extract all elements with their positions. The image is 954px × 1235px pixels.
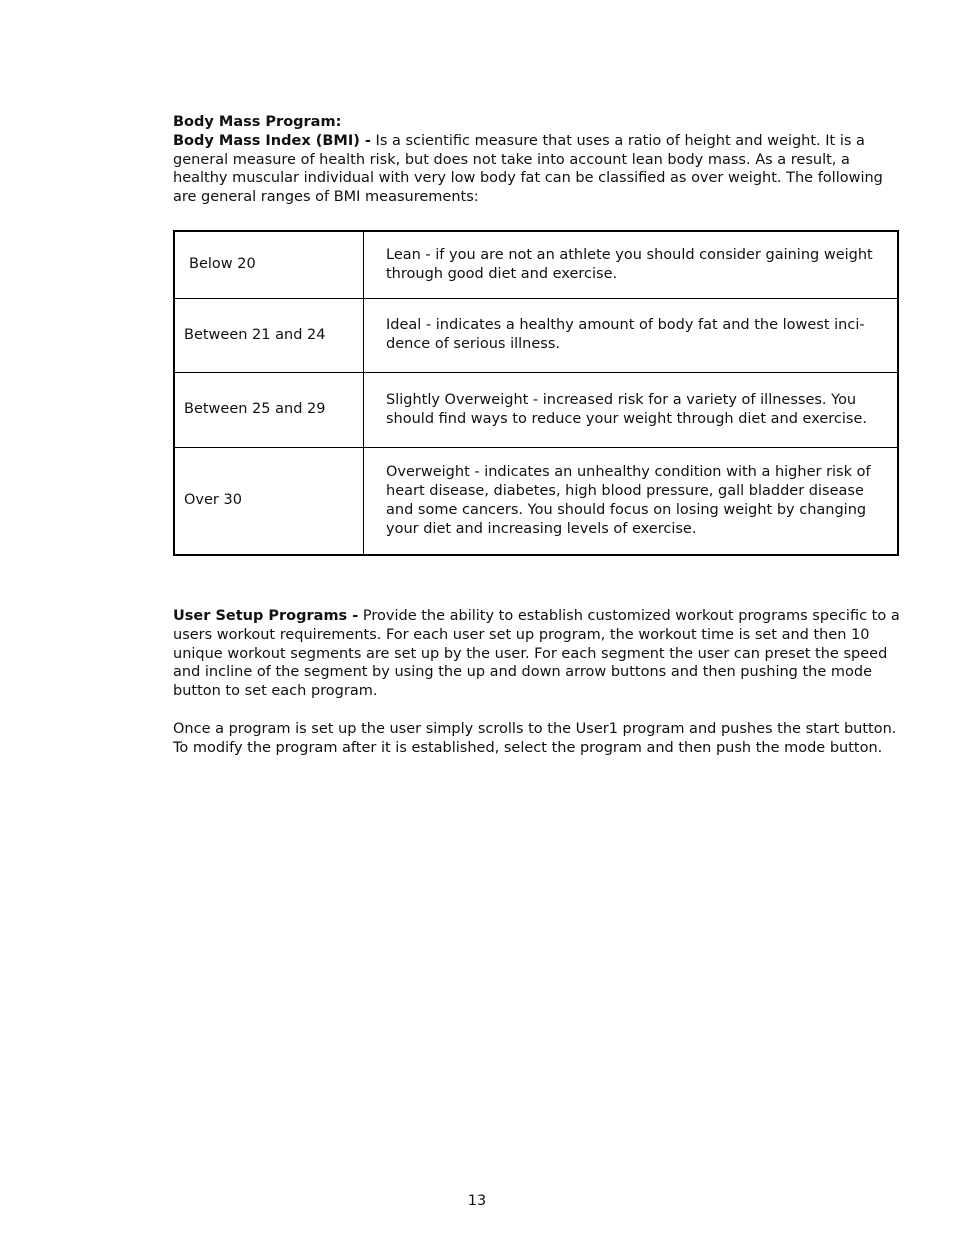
bmi-intro-paragraph <box>173 132 901 207</box>
user-setup-paragraph-2: Once a program is set up the user simply scrolls to the User1 program and pushes the start button. To modify the program after it is established, select the program and then push the mode button. <box>173 720 897 756</box>
user-setup-lead: User Setup Programs - <box>173 608 359 624</box>
bmi-description-cell: Ideal - indicates a healthy amount of body fat and the lowest inci-dence of serious illness. <box>364 298 899 372</box>
bmi-range-cell: Between 25 and 29 <box>174 372 364 447</box>
user-setup-text: Provide the ability to establish customized workout programs specific to a users workout requirements. For each user set up program, the workout time is set and then 10 unique workout segments are set up by the user. For each segment the user can preset the speed and incline of the segment by using the up and down arrow buttons and then pushing the mode button to set each program. <box>173 608 900 700</box>
body-mass-section <box>173 113 901 207</box>
page-number: 13 <box>467 1193 487 1209</box>
body-mass-title: Body Mass Program: <box>173 114 342 130</box>
bmi-lead: Body Mass Index (BMI) - <box>173 132 371 149</box>
bmi-range-cell: Over 30 <box>174 447 364 555</box>
table-row <box>174 231 898 298</box>
bmi-range-cell: Between 21 and 24 <box>174 298 364 372</box>
bmi-description-cell: Slightly Overweight - increased risk for a variety of illnesses. You should find ways to reduce your weight through diet and exercise. <box>364 372 899 447</box>
table-row <box>174 372 898 447</box>
user-setup-section <box>173 607 901 758</box>
bmi-ranges-table <box>173 230 899 556</box>
user-setup-paragraph <box>173 607 901 701</box>
bmi-range-cell: Below 20 <box>174 231 364 298</box>
bmi-description-cell: Lean - if you are not an athlete you should consider gaining weight through good diet and exercise. <box>364 231 899 298</box>
table-row <box>174 298 898 372</box>
bmi-text: Is a scientific measure that uses a ratio of height and weight. It is a general measure of health risk, but does not take into account lean body mass. As a result, a healthy muscular individual with very low body fat can be classified as over weight. The following are general ranges of BMI measurements: <box>173 132 883 206</box>
bmi-description-cell: Overweight - indicates an unhealthy condition with a higher risk of heart disease, diabetes, high blood pressure, gall bladder disease and some cancers. You should focus on losing weight by changing your diet and increasing levels of exercise. <box>364 447 899 555</box>
table-row <box>174 447 898 555</box>
